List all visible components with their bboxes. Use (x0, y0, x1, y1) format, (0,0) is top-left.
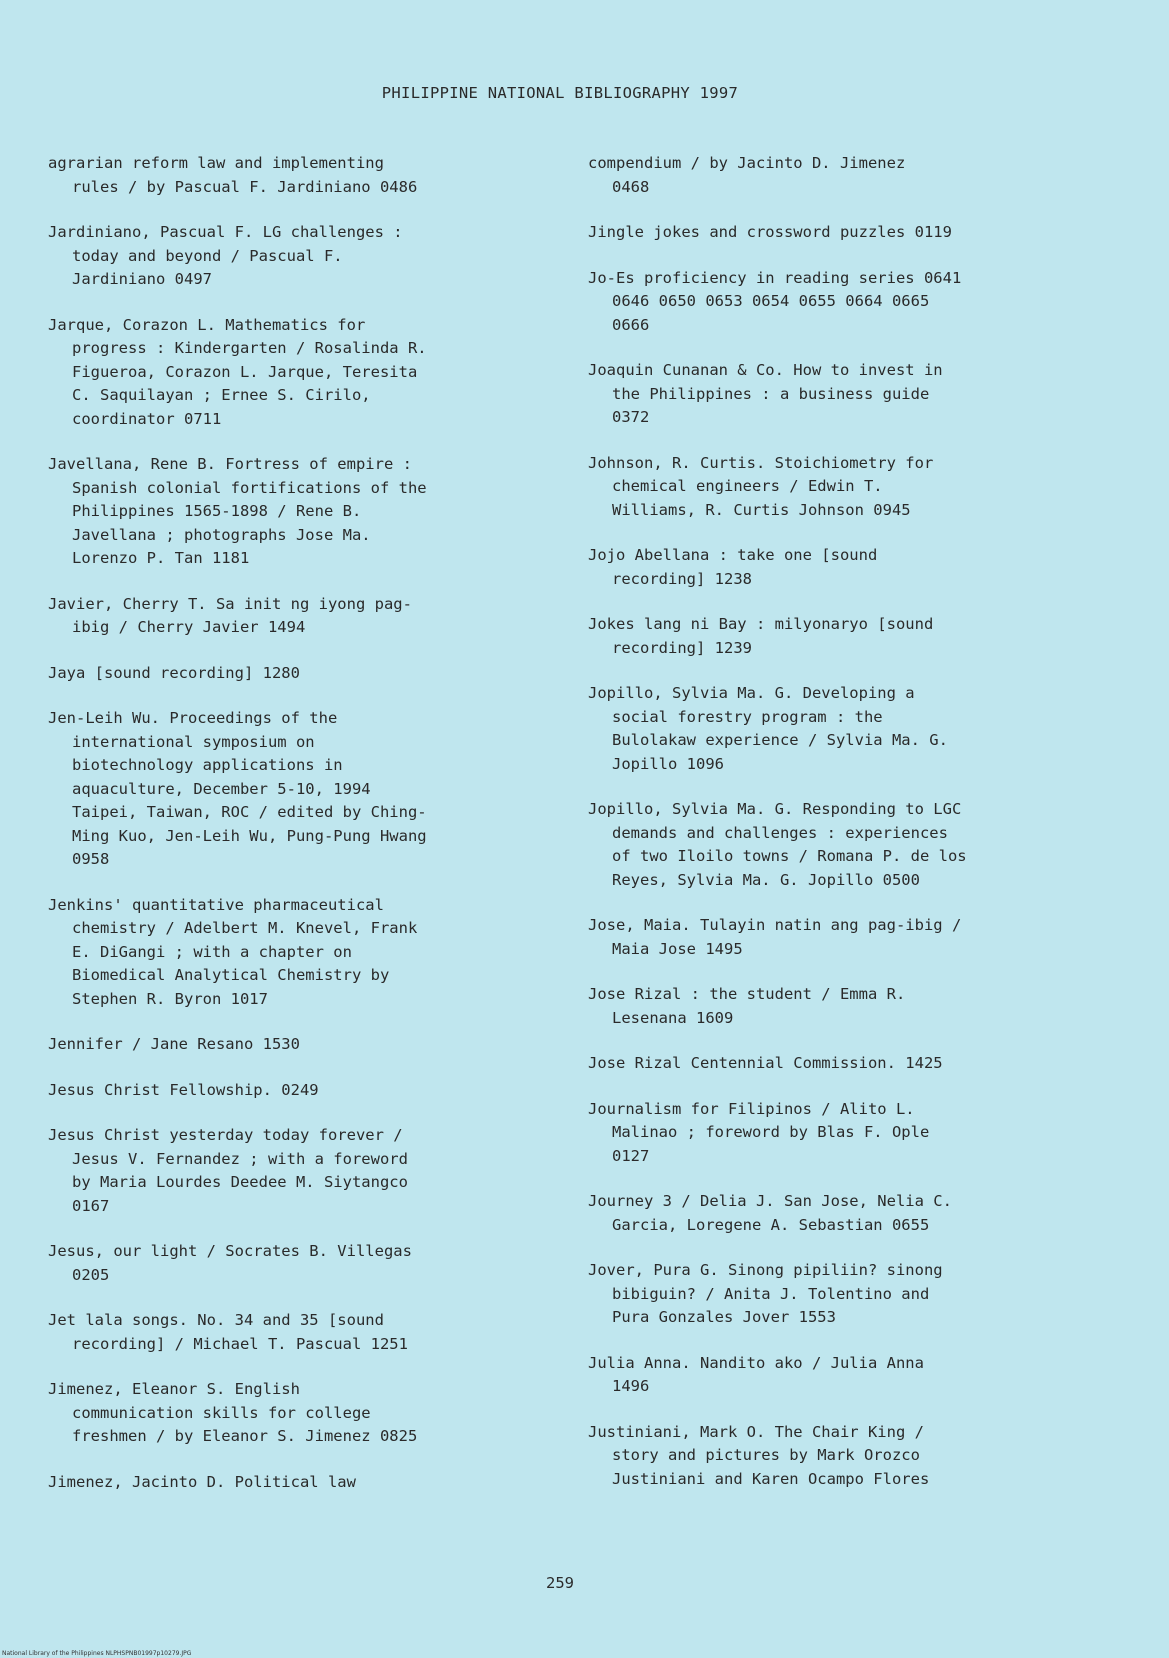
bibliography-entry: Jose Rizal : the student / Emma R. Lesenana 1609 (588, 985, 906, 1027)
bibliography-entry: Journey 3 / Delia J. San Jose, Nelia C. Garcia, Loregene A. Sebastian 0655 (588, 1192, 952, 1234)
right-column (588, 152, 1088, 1513)
bibliography-entry: Jimenez, Eleanor S. English communication skills for college freshmen / by Eleanor S. Jimenez 0825 (48, 1380, 418, 1445)
bibliography-entry: Jen-Leih Wu. Proceedings of the international symposium on biotechnology applications in aquaculture, December 5-10, 1994 Taipei, Taiwan, ROC / edited by Ching- Ming Kuo, Jen-Leih Wu, Pung-Pung Hwang 0958 (48, 709, 427, 868)
bibliography-entry: Jet lala songs. No. 34 and 35 [sound recording] / Michael T. Pascual 1251 (48, 1311, 408, 1353)
bibliography-entry: Jesus, our light / Socrates B. Villegas 0205 (48, 1242, 412, 1284)
bibliography-entry: Julia Anna. Nandito ako / Julia Anna 1496 (588, 1353, 924, 1395)
bibliography-entry: agrarian reform law and implementing rules / by Pascual F. Jardiniano 0486 (48, 154, 418, 196)
bibliography-entry: Johnson, R. Curtis. Stoichiometry for chemical engineers / Edwin T. Williams, R. Curtis Johnson 0945 (588, 453, 934, 519)
bibliography-entry: Jover, Pura G. Sinong pipiliin? sinong bibiguin? / Anita J. Tolentino and Pura Gonzales Jover 1553 (588, 1261, 943, 1326)
bibliography-entry: Jennifer / Jane Resano 1530 (48, 1035, 300, 1053)
page-title: PHILIPPINE NATIONAL BIBLIOGRAPHY 1997 (381, 84, 739, 102)
bibliography-entry: Jimenez, Jacinto D. Political law (48, 1472, 356, 1491)
bibliography-entry: Jose, Maia. Tulayin natin ang pag-ibig / Maia Jose 1495 (588, 916, 962, 958)
bibliography-entry: Jokes lang ni Bay : milyonaryo [sound recording] 1239 (588, 615, 934, 657)
bibliography-entry: Jo-Es proficiency in reading series 0641 0646 0650 0653 0654 0655 0664 0665 0666 (588, 268, 962, 334)
scan-credit: National Library of the Philippines NLPHSPNB01997p10279.JPG (2, 1650, 192, 1657)
bibliography-entry: compendium / by Jacinto D. Jimenez 0468 (588, 154, 906, 196)
bibliography-entry: Journalism for Filipinos / Alito L. Malinao ; foreword by Blas F. Ople 0127 (588, 1099, 930, 1165)
bibliography-entry: Jardiniano, Pascual F. LG challenges : today and beyond / Pascual F. Jardiniano 0497 (48, 223, 403, 288)
left-column (48, 152, 548, 1516)
bibliography-entry: Jesus Christ Fellowship. 0249 (48, 1080, 319, 1099)
bibliography-entry: Jopillo, Sylvia Ma. G. Developing a social forestry program : the Bulolakaw experience / Sylvia Ma. G. Jopillo 1096 (588, 684, 948, 773)
bibliography-entry: Javellana, Rene B. Fortress of empire : Spanish colonial fortifications of the Philippines 1565-1898 / Rene B. Javellana ; photographs Jose Ma. Lorenzo P. Tan 1181 (48, 455, 427, 567)
bibliography-entry: Jenkins' quantitative pharmaceutical chemistry / Adelbert M. Knevel, Frank E. DiGangi ; with a chapter on Biomedical Analytical Chemistry by Stephen R. Byron 1017 (48, 895, 418, 1008)
bibliography-entry: Jesus Christ yesterday today forever / Jesus V. Fernandez ; with a foreword by Maria Lourdes Deedee M. Siytangco 0167 (48, 1126, 408, 1215)
bibliography-entry: Joaquin Cunanan & Co. How to invest in the Philippines : a business guide 0372 (588, 361, 943, 426)
bibliography-entry: Jingle jokes and crossword puzzles 0119 (588, 223, 952, 241)
bibliography-entry: Jarque, Corazon L. Mathematics for progress : Kindergarten / Rosalinda R. Figueroa, Corazon L. Jarque, Teresita C. Saquilayan ; Ernee S. Cirilo, coordinator 0711 (48, 315, 427, 428)
page-number: 259 (546, 1574, 574, 1592)
bibliography-entry: Jopillo, Sylvia Ma. G. Responding to LGC demands and challenges : experiences of two Iloilo towns / Romana P. de los Reyes, Sylvia Ma. G. Jopillo 0500 (588, 800, 967, 889)
bibliography-entry: Javier, Cherry T. Sa init ng iyong pag- ibig / Cherry Javier 1494 (48, 594, 412, 636)
bibliography-entry: Justiniani, Mark O. The Chair King / story and pictures by Mark Orozco Justiniani and Karen Ocampo Flores (588, 1422, 930, 1488)
bibliography-entry: Jaya [sound recording] 1280 (48, 663, 300, 682)
bibliography-entry: Jojo Abellana : take one [sound recording] 1238 (588, 546, 878, 588)
bibliography-entry: Jose Rizal Centennial Commission. 1425 (588, 1054, 943, 1072)
